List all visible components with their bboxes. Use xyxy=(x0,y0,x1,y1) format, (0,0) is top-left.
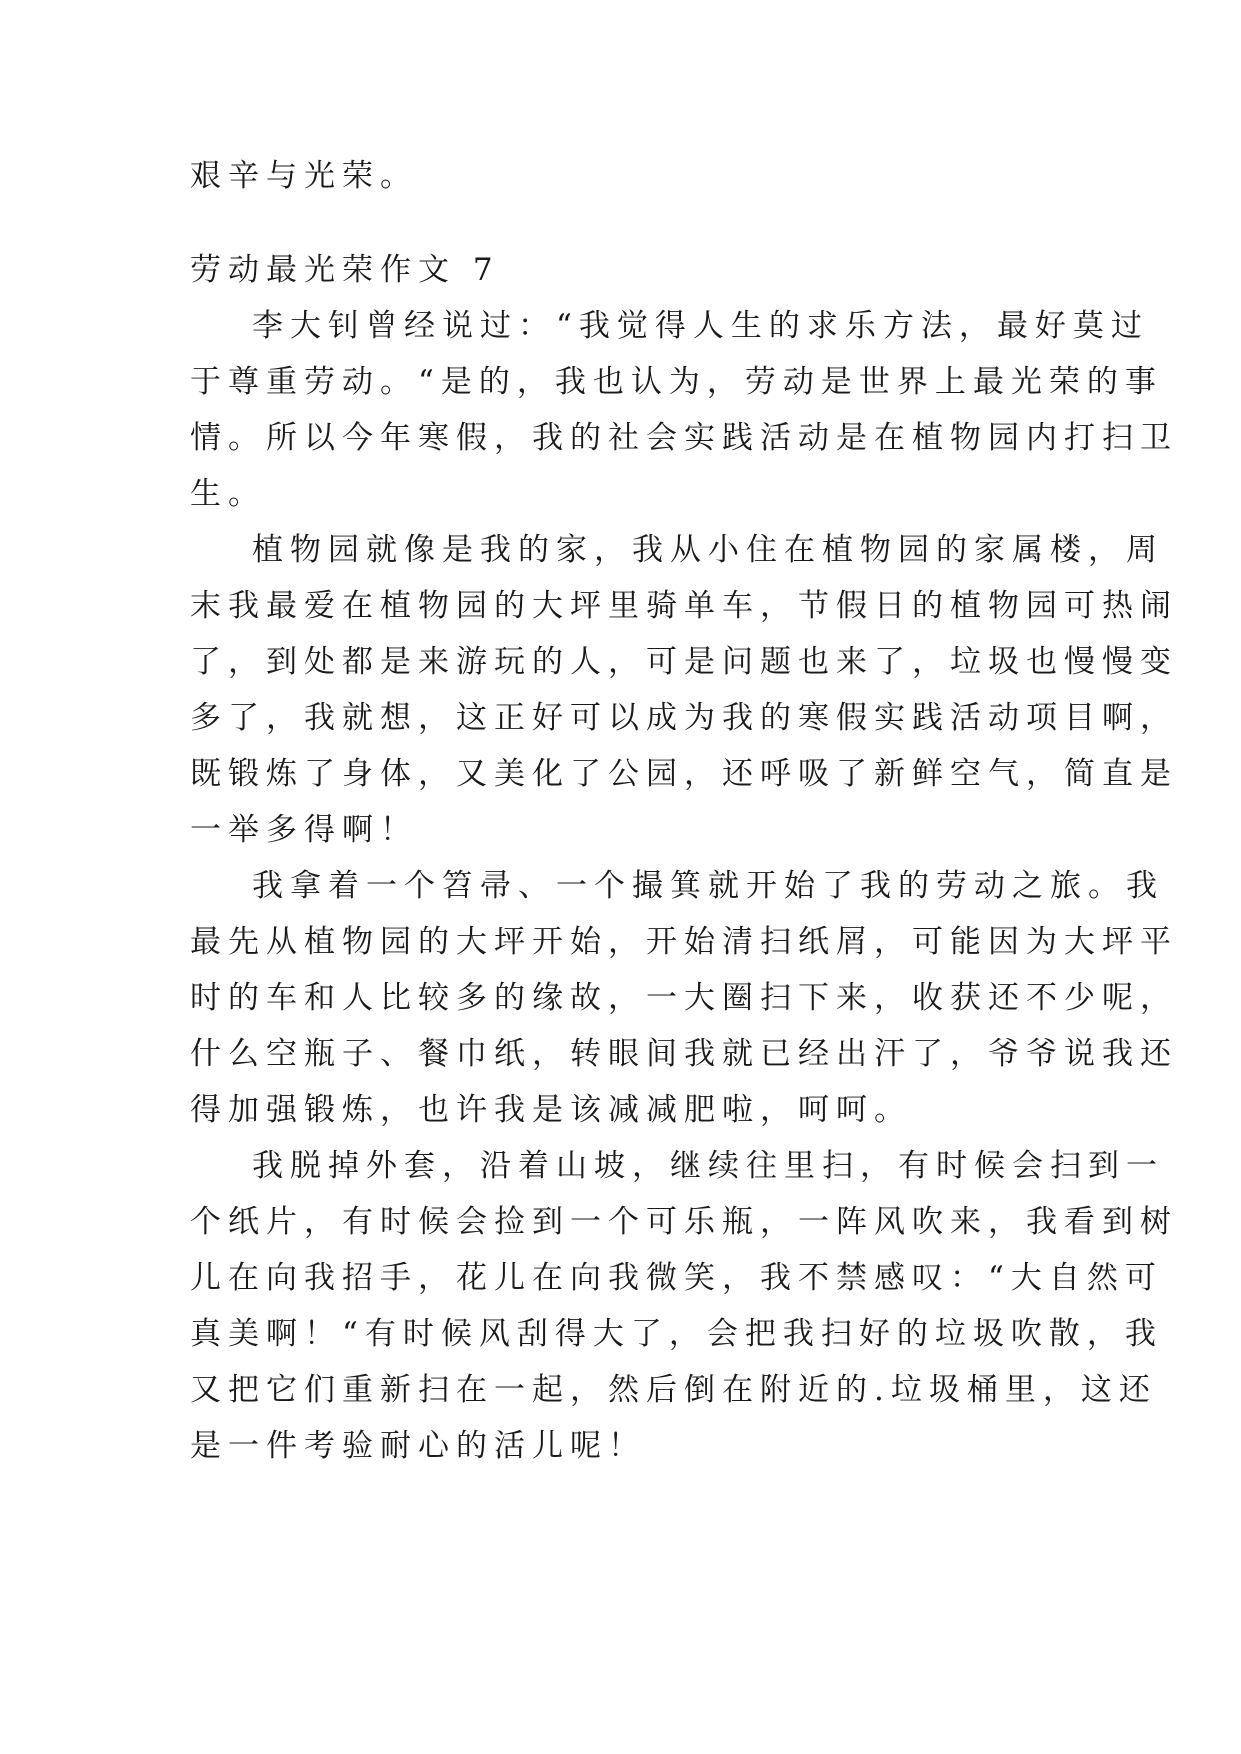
text-line: 什么空瓶子、餐巾纸，转眼间我就已经出汗了，爷爷说我还 xyxy=(190,1036,1178,1072)
text-line: 得加强锻炼，也许我是该减减肥啦，呵呵。 xyxy=(190,1092,912,1128)
text-line: 于尊重劳动。“是的，我也认为，劳动是世界上最光荣的事 xyxy=(190,364,1163,400)
text-line: 又把它们重新扫在一起，然后倒在附近的.垃圾桶里，这还 xyxy=(190,1372,1157,1408)
text-line: 李大钊曾经说过：“我觉得人生的求乐方法，最好莫过 xyxy=(252,308,1149,344)
text-line: 既锻炼了身体，又美化了公园，还呼吸了新鲜空气，简直是 xyxy=(190,756,1178,792)
text-line: 个纸片，有时候会捡到一个可乐瓶，一阵风吹来，我看到树 xyxy=(190,1204,1178,1240)
text-line: 我脱掉外套，沿着山坡，继续往里扫，有时候会扫到一 xyxy=(252,1148,1164,1184)
text-line: 最先从植物园的大坪开始，开始清扫纸屑，可能因为大坪平 xyxy=(190,924,1178,960)
text-line: 艰辛与光荣。 xyxy=(190,158,418,194)
text-line: 一举多得啊！ xyxy=(190,812,418,848)
text-line: 末我最爱在植物园的大坪里骑单车，节假日的植物园可热闹 xyxy=(190,588,1178,624)
text-line: 时的车和人比较多的缘故，一大圈扫下来，收获还不少呢， xyxy=(190,980,1178,1016)
text-line: 我拿着一个笤帚、一个撮箕就开始了我的劳动之旅。我 xyxy=(252,868,1164,904)
text-line: 多了，我就想，这正好可以成为我的寒假实践活动项目啊， xyxy=(190,700,1178,736)
text-line: 生。 xyxy=(190,476,266,512)
text-line: 植物园就像是我的家，我从小住在植物园的家属楼，周 xyxy=(252,532,1164,568)
text-line: 真美啊！“有时候风刮得大了，会把我扫好的垃圾吹散，我 xyxy=(190,1316,1163,1352)
section-heading: 劳动最光荣作文 7 xyxy=(190,252,500,288)
text-line: 情。所以今年寒假，我的社会实践活动是在植物园内打扫卫 xyxy=(190,420,1178,456)
text-line: 了，到处都是来游玩的人，可是问题也来了，垃圾也慢慢变 xyxy=(190,644,1178,680)
text-line: 是一件考验耐心的活儿呢！ xyxy=(190,1428,646,1464)
text-line: 儿在向我招手，花儿在向我微笑，我不禁感叹：“大自然可 xyxy=(190,1260,1163,1296)
